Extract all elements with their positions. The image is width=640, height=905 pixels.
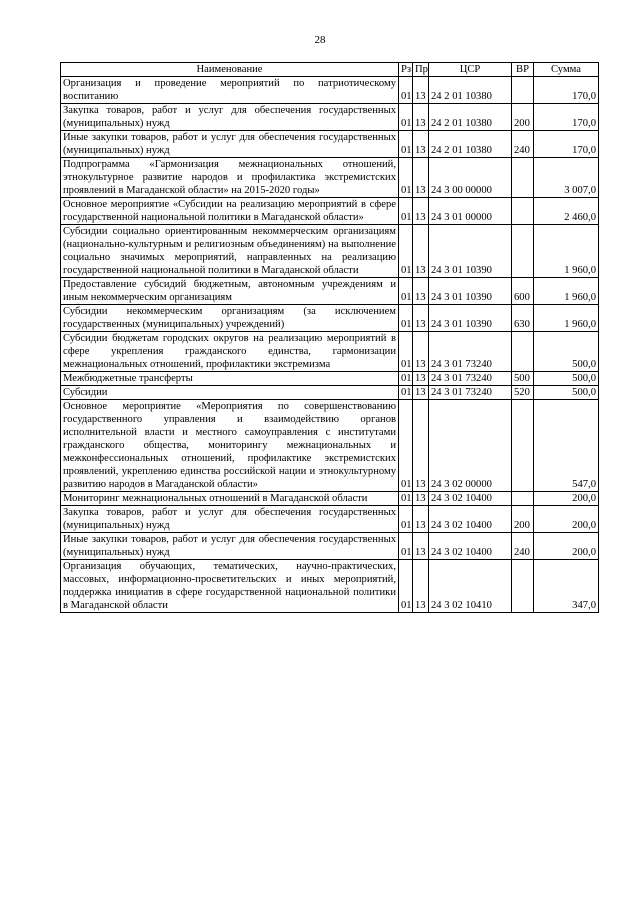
- row-csr: 24 3 01 73240: [429, 332, 512, 372]
- row-pr: 13: [413, 198, 429, 225]
- row-pr: 13: [413, 506, 429, 533]
- row-pr: 13: [413, 332, 429, 372]
- row-rz: 01: [399, 131, 413, 158]
- row-csr: 24 2 01 10380: [429, 104, 512, 131]
- row-vr: [512, 158, 534, 198]
- row-csr: 24 3 02 10400: [429, 533, 512, 560]
- row-sum: 170,0: [534, 77, 599, 104]
- row-rz: 01: [399, 533, 413, 560]
- row-pr: 13: [413, 131, 429, 158]
- row-rz: 01: [399, 560, 413, 613]
- row-sum: 2 460,0: [534, 198, 599, 225]
- row-rz: 01: [399, 332, 413, 372]
- table-row: [61, 77, 599, 104]
- header-sum: Сумма: [534, 63, 599, 77]
- table-row: [61, 131, 599, 158]
- table-row: [61, 506, 599, 533]
- row-sum: 1 960,0: [534, 278, 599, 305]
- row-rz: 01: [399, 104, 413, 131]
- row-name: Иные закупки товаров, работ и услуг для обеспечения государственных (муниципальных) нужд: [61, 533, 399, 560]
- row-name: Основное мероприятие «Субсидии на реализацию мероприятий в сфере государственной национальной политики в Магаданской области»: [61, 198, 399, 225]
- row-vr: 630: [512, 305, 534, 332]
- row-csr: 24 3 01 10390: [429, 225, 512, 278]
- row-csr: 24 3 02 00000: [429, 400, 512, 492]
- row-vr: [512, 332, 534, 372]
- row-sum: 1 960,0: [534, 225, 599, 278]
- table-row: [61, 492, 599, 506]
- budget-table: [60, 62, 599, 613]
- row-sum: 200,0: [534, 533, 599, 560]
- row-rz: 01: [399, 305, 413, 332]
- row-pr: 13: [413, 492, 429, 506]
- table-row: [61, 533, 599, 560]
- row-name: Закупка товаров, работ и услуг для обеспечения государственных (муниципальных) нужд: [61, 506, 399, 533]
- row-csr: 24 3 02 10400: [429, 506, 512, 533]
- row-name: Организация и проведение мероприятий по патриотическому воспитанию: [61, 77, 399, 104]
- row-sum: 500,0: [534, 372, 599, 386]
- row-rz: 01: [399, 386, 413, 400]
- table-row: [61, 198, 599, 225]
- row-csr: 24 3 01 73240: [429, 372, 512, 386]
- row-rz: 01: [399, 400, 413, 492]
- table-row: [61, 400, 599, 492]
- row-pr: 13: [413, 158, 429, 198]
- row-csr: 24 3 01 00000: [429, 198, 512, 225]
- row-vr: 600: [512, 278, 534, 305]
- row-vr: 200: [512, 506, 534, 533]
- row-pr: 13: [413, 305, 429, 332]
- table-row: [61, 104, 599, 131]
- row-pr: 13: [413, 533, 429, 560]
- row-sum: 347,0: [534, 560, 599, 613]
- row-vr: [512, 400, 534, 492]
- row-csr: 24 3 01 10390: [429, 305, 512, 332]
- row-name: Иные закупки товаров, работ и услуг для обеспечения государственных (муниципальных) нужд: [61, 131, 399, 158]
- table-header-row: [61, 63, 599, 77]
- row-sum: 170,0: [534, 131, 599, 158]
- row-name: Субсидии социально ориентированным некоммерческим организациям (национально-культурным и религиозным объединениям) на выполнение социально значимых мероприятий, направленных на реализацию государственной национальной политики в Магаданской области: [61, 225, 399, 278]
- row-rz: 01: [399, 77, 413, 104]
- row-csr: 24 3 00 00000: [429, 158, 512, 198]
- row-pr: 13: [413, 77, 429, 104]
- row-pr: 13: [413, 278, 429, 305]
- header-pr: Пр: [413, 63, 429, 77]
- row-sum: 170,0: [534, 104, 599, 131]
- table-row: [61, 278, 599, 305]
- row-vr: 520: [512, 386, 534, 400]
- row-sum: 500,0: [534, 332, 599, 372]
- row-name: Основное мероприятие «Мероприятия по совершенствованию государственного управления и взаимодействию органов исполнительной власти и местного самоуправления с институтами гражданского общества, мониторингу межнациональных и межконфессиональных отношений, профилактике экстремистских проявлений, укреплению единства российской нации и этнокультурному развитию народов в Магаданской области»: [61, 400, 399, 492]
- row-vr: [512, 225, 534, 278]
- header-vr: ВР: [512, 63, 534, 77]
- row-rz: 01: [399, 158, 413, 198]
- row-rz: 01: [399, 506, 413, 533]
- row-vr: [512, 198, 534, 225]
- row-pr: 13: [413, 386, 429, 400]
- table-row: [61, 158, 599, 198]
- row-pr: 13: [413, 560, 429, 613]
- table-row: [61, 386, 599, 400]
- header-csr: ЦСР: [429, 63, 512, 77]
- table-row: [61, 225, 599, 278]
- row-name: Закупка товаров, работ и услуг для обеспечения государственных (муниципальных) нужд: [61, 104, 399, 131]
- row-vr: 240: [512, 533, 534, 560]
- row-vr: 200: [512, 104, 534, 131]
- row-pr: 13: [413, 225, 429, 278]
- row-rz: 01: [399, 372, 413, 386]
- header-name: Наименование: [61, 63, 399, 77]
- row-sum: 500,0: [534, 386, 599, 400]
- header-rz: Рз: [399, 63, 413, 77]
- row-rz: 01: [399, 492, 413, 506]
- row-name: Субсидии бюджетам городских округов на реализацию мероприятий в сфере укрепления гражданского единства, гармонизации межнациональных отношений, профилактики экстремизма: [61, 332, 399, 372]
- row-csr: 24 3 02 10410: [429, 560, 512, 613]
- row-name: Мониторинг межнациональных отношений в Магаданской области: [61, 492, 399, 506]
- row-rz: 01: [399, 278, 413, 305]
- table-row: [61, 332, 599, 372]
- row-sum: 200,0: [534, 492, 599, 506]
- row-vr: 240: [512, 131, 534, 158]
- page-number: 28: [314, 34, 326, 46]
- row-name: Межбюджетные трансферты: [61, 372, 399, 386]
- row-vr: [512, 560, 534, 613]
- row-name: Организация обучающих, тематических, научно-практических, массовых, информационно-просветительских и иных мероприятий, поддержка инициатив в сфере государственной национальной политики в Магаданской области: [61, 560, 399, 613]
- row-sum: 200,0: [534, 506, 599, 533]
- row-name: Предоставление субсидий бюджетным, автономным учреждениям и иным некоммерческим организациям: [61, 278, 399, 305]
- row-name: Подпрограмма «Гармонизация межнациональных отношений, этнокультурное развитие народов и профилактика экстремистских проявлений в Магаданской области» на 2015-2020 годы»: [61, 158, 399, 198]
- row-sum: 3 007,0: [534, 158, 599, 198]
- row-rz: 01: [399, 198, 413, 225]
- row-rz: 01: [399, 225, 413, 278]
- row-vr: [512, 77, 534, 104]
- table-row: [61, 560, 599, 613]
- row-pr: 13: [413, 400, 429, 492]
- row-vr: 500: [512, 372, 534, 386]
- row-pr: 13: [413, 104, 429, 131]
- row-csr: 24 3 01 10390: [429, 278, 512, 305]
- row-csr: 24 2 01 10380: [429, 131, 512, 158]
- table-row: [61, 372, 599, 386]
- row-csr: 24 3 01 73240: [429, 386, 512, 400]
- row-sum: 547,0: [534, 400, 599, 492]
- row-vr: [512, 492, 534, 506]
- row-pr: 13: [413, 372, 429, 386]
- table-row: [61, 305, 599, 332]
- row-name: Субсидии: [61, 386, 399, 400]
- row-sum: 1 960,0: [534, 305, 599, 332]
- row-name: Субсидии некоммерческим организациям (за исключением государственных (муниципальных) учреждений): [61, 305, 399, 332]
- row-csr: 24 3 02 10400: [429, 492, 512, 506]
- row-csr: 24 2 01 10380: [429, 77, 512, 104]
